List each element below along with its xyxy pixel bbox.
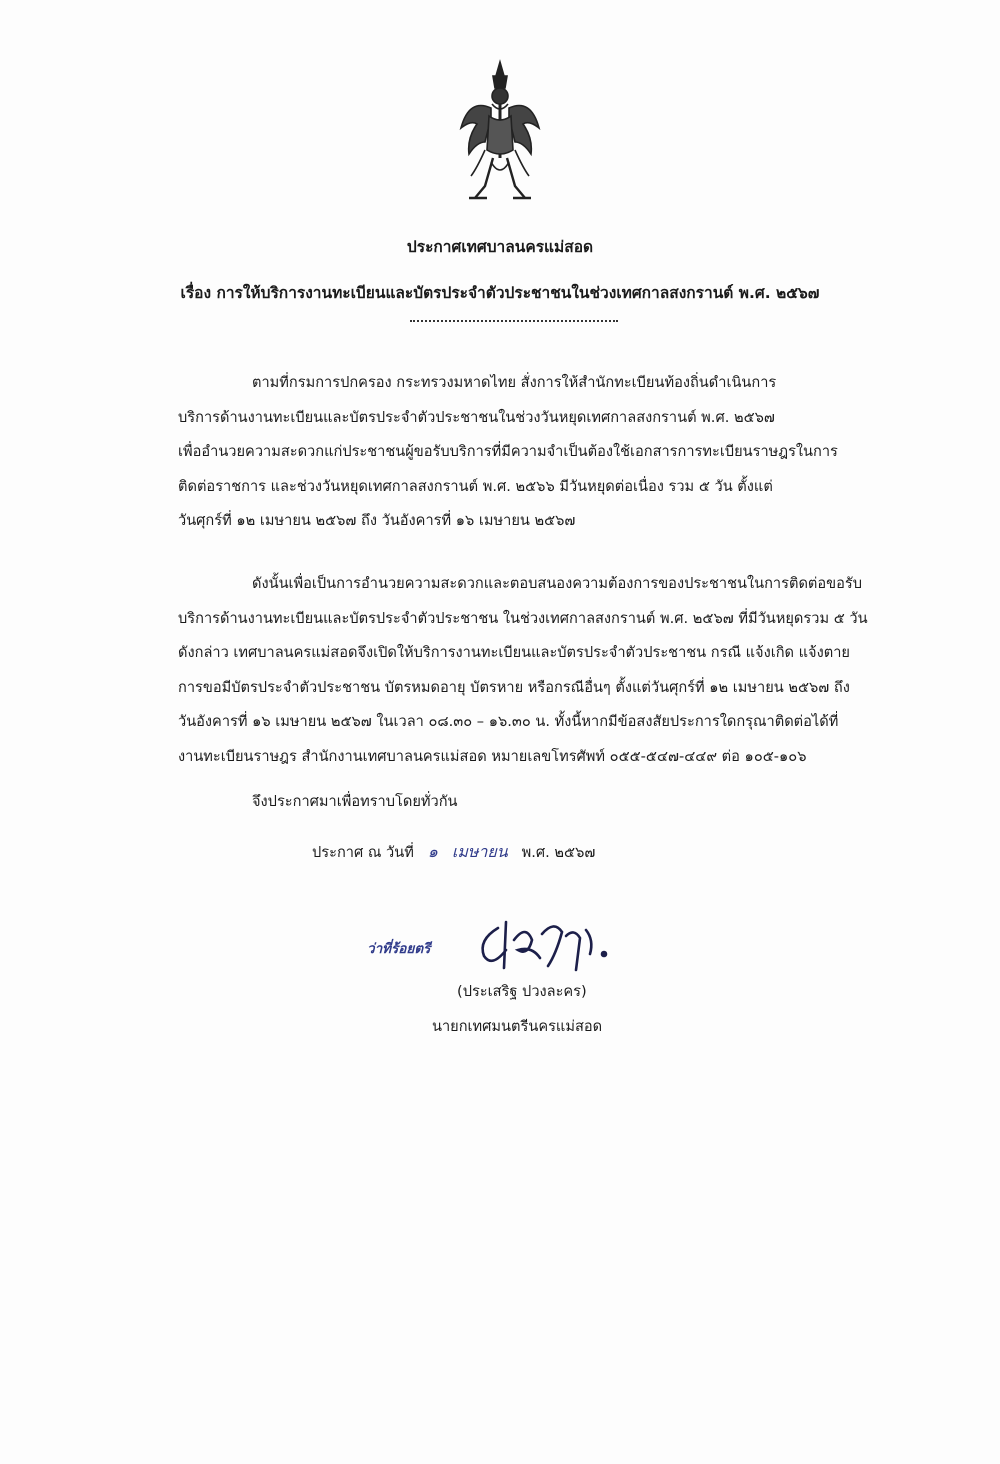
date-year: พ.ศ. ๒๕๖๗ [521, 844, 596, 861]
signer-position: นายกเทศมนตรีนครแม่สอด [432, 1018, 603, 1035]
paragraph-line: วันอังคารที่ ๑๖ เมษายน ๒๕๖๗ ในเวลา ๐๘.๓๐ – ๑๖.๓๐ น. ทั้งนี้หากมีข้อสงสัยประการใดกรุณาติดต่อได้ที่ [178, 713, 839, 730]
announcement-subject: เรื่อง การให้บริการงานทะเบียนและบัตรประจำตัวประชาชนในช่วงเทศกาลสงกรานต์ พ.ศ. ๒๕๖๗ [180, 284, 820, 302]
closing-statement: จึงประกาศมาเพื่อทราบโดยทั่วกัน [252, 793, 458, 810]
paragraph-2 [178, 567, 918, 774]
signer-name: (ประเสริฐ ปวงละคร) [457, 983, 587, 1000]
paragraph-line: ตามที่กรมการปกครอง กระทรวงมหาดไทย สั่งการให้สำนักทะเบียนท้องถิ่นดำเนินการ [252, 374, 777, 391]
paragraph-line: วันศุกร์ที่ ๑๒ เมษายน ๒๕๖๗ ถึง วันอังคารที่ ๑๖ เมษายน ๒๕๖๗ [178, 512, 576, 529]
signer-rank: ว่าที่ร้อยตรี [367, 941, 431, 957]
date-day: ๑ [427, 842, 438, 861]
paragraph-line: เพื่ออำนวยความสะดวกแก่ประชาชนผู้ขอรับบริการที่มีความจำเป็นต้องใช้เอกสารการทะเบียนราษฎรในการ [178, 443, 838, 460]
date-prefix: ประกาศ ณ วันที่ [312, 844, 414, 861]
paragraph-line: การขอมีบัตรประจำตัวประชาชน บัตรหมดอายุ บัตรหาย หรือกรณีอื่นๆ ตั้งแต่วันศุกร์ที่ ๑๒ เมษายน ๒๕๖๗ ถึง [178, 678, 850, 696]
announcement-date [312, 840, 595, 865]
announcement-title: ประกาศเทศบาลนครแม่สอด [406, 238, 594, 256]
paragraph-line: ติดต่อราชการ และช่วงวันหยุดเทศกาลสงกรานต์ พ.ศ. ๒๕๖๖ มีวันหยุดต่อเนื่อง รวม ๕ วัน ตั้งแต่ [178, 477, 773, 495]
paragraph-1 [178, 366, 918, 539]
date-month: เมษายน [451, 842, 508, 861]
paragraph-line: บริการด้านงานทะเบียนและบัตรประจำตัวประชาชน ในช่วงเทศกาลสงกรานต์ พ.ศ. ๒๕๖๗ ที่มีวันหยุดรวม ๕ วัน [178, 609, 868, 627]
paragraph-line: ดังกล่าว เทศบาลนครแม่สอดจึงเปิดให้บริการงานทะเบียนและบัตรประจำตัวประชาชน กรณี แจ้งเกิด แจ้งตาย [178, 644, 850, 661]
dotted-divider [410, 320, 618, 322]
handwritten-signature [470, 910, 630, 980]
garuda-emblem-icon [455, 58, 545, 208]
paragraph-line: งานทะเบียนราษฎร สำนักงานเทศบาลนครแม่สอด หมายเลขโทรศัพท์ ๐๕๕-๕๔๗-๔๔๙ ต่อ ๑๐๕-๑๐๖ [178, 747, 807, 765]
paragraph-line: บริการด้านงานทะเบียนและบัตรประจำตัวประชาชนในช่วงวันหยุดเทศกาลสงกรานต์ พ.ศ. ๒๕๖๗ [178, 408, 775, 426]
paragraph-line: ดังนั้นเพื่อเป็นการอำนวยความสะดวกและตอบสนองความต้องการของประชาชนในการติดต่อขอรับ [252, 575, 863, 592]
